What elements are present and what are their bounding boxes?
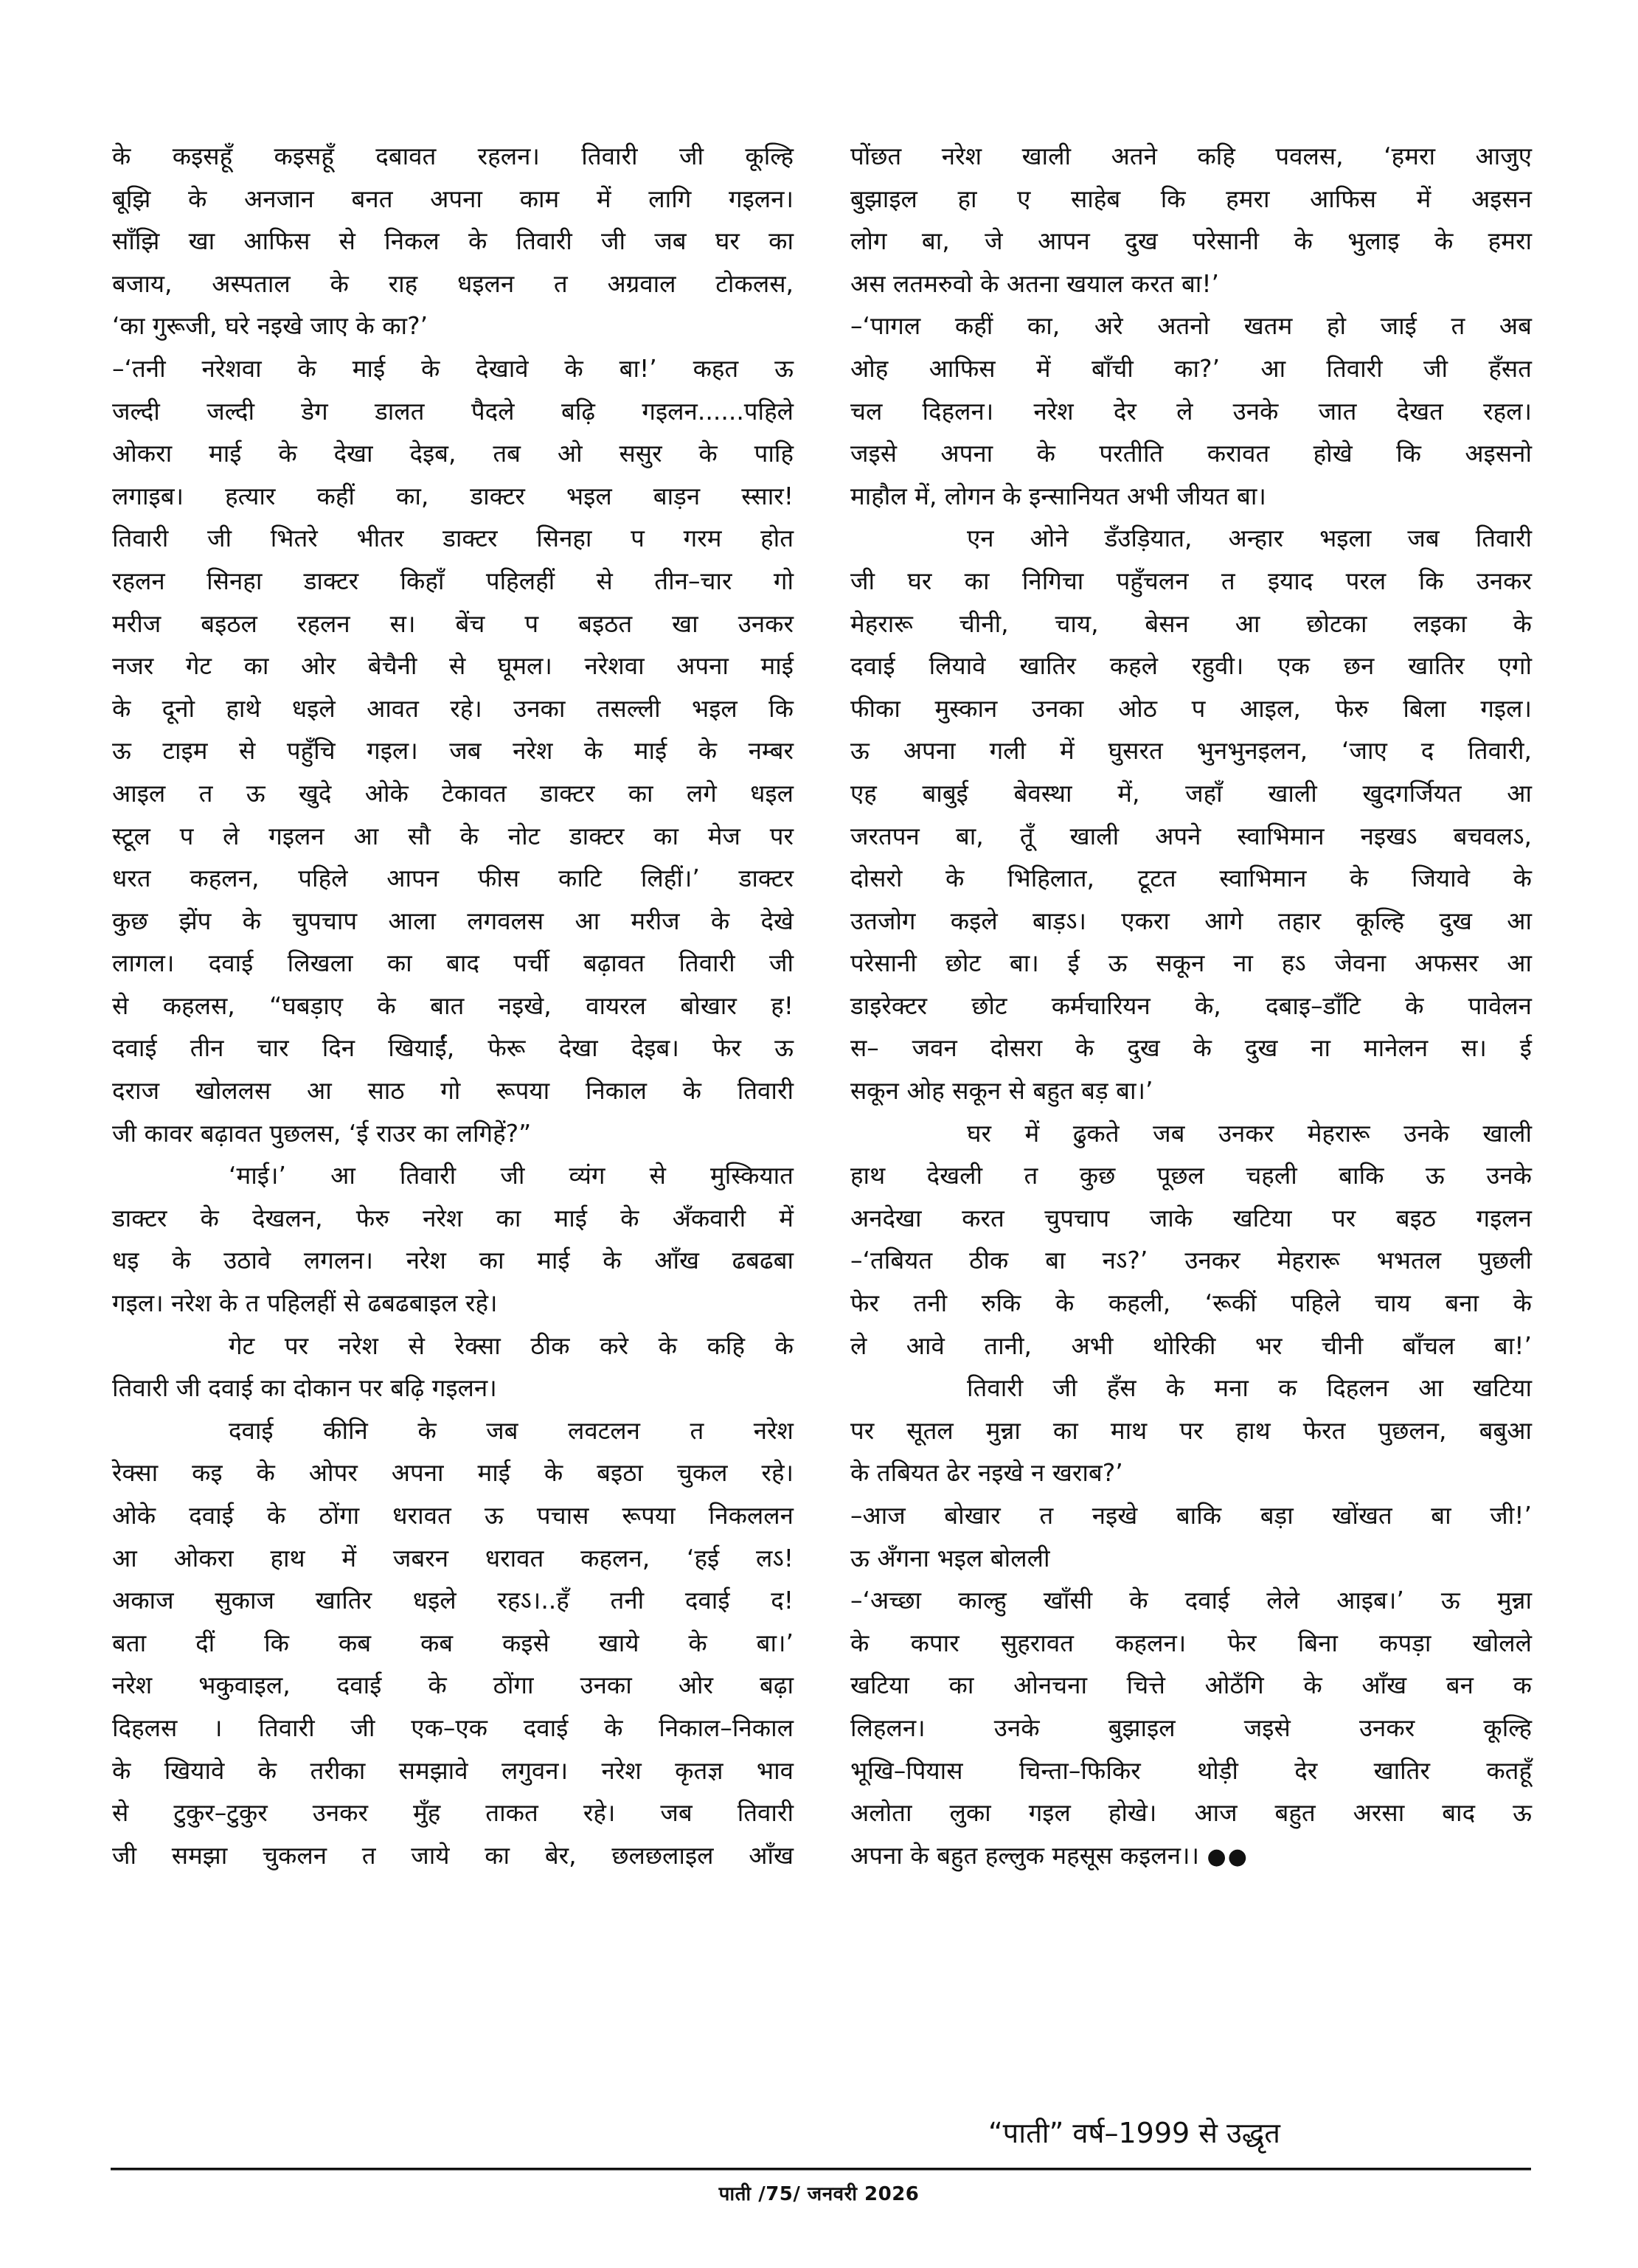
text-line	[850, 1537, 1532, 1580]
text-line	[850, 560, 1532, 603]
text-line-content: चल दिहलन। नरेश देर ले उनके जात देखत रहल।	[850, 396, 1532, 426]
text-line	[850, 942, 1532, 985]
text-line-content: हाथ देखली त कुछ पूछल चहली बाकि ऊ उनके	[850, 1161, 1532, 1190]
text-line-content: सकून ओह सकून से बहुत बड़ बा।’	[850, 1076, 1153, 1106]
text-line-content: दोसरो के भिहिलात, टूटत स्वाभिमान के जियावे के	[850, 864, 1532, 893]
text-line-content: अलोता लुका गइल होखे। आज बहुत अरसा बाद ऊ	[850, 1798, 1532, 1828]
text-line-content: नरेश भकुवाइल, दवाई के ठोंगा उनका ओर बढ़ा	[112, 1671, 794, 1700]
text-line-content: डाक्टर के देखलन, फेरु नरेश का माई के अँकवारी में	[112, 1203, 794, 1232]
text-line-content: दवाई तीन चार दिन खियाईं, फेरू देखा देइब। फेर ऊ	[112, 1033, 794, 1063]
text-line-content: –आज बोखार त नइखे बाकि बड़ा खोंखत बा जी!’	[850, 1501, 1532, 1530]
text-line-content: जल्दी जल्दी डेग डालत पैदले बढ़ि गइलन......पहिले	[112, 396, 794, 426]
text-line	[850, 347, 1532, 390]
text-line	[112, 1282, 794, 1325]
text-line-content: अकाज सुकाज खातिर धइले रहऽ।..हँ तनी दवाई द!	[112, 1586, 794, 1615]
text-line	[112, 475, 794, 518]
text-line	[112, 390, 794, 433]
text-line	[850, 1154, 1532, 1197]
text-line-content: ‘का गुरूजी, घरे नइखे जाए के का?’	[112, 311, 428, 341]
text-line-content: के दूनो हाथे धइले आवत रहे। उनका तसल्ली भइल कि	[112, 693, 794, 723]
text-line-content: जी कावर बढ़ावत पुछलस, ‘ई राउर का लगिहें?”	[112, 1118, 532, 1148]
text-line-content: पर सूतल मुन्ना का माथ पर हाथ फेरत पुछलन, बबुआ	[850, 1415, 1532, 1445]
text-line-content: से टुकुर–टुकुर उनकर मुँह ताकत रहे। जब तिवारी	[112, 1798, 794, 1828]
text-line	[850, 687, 1532, 730]
text-line-content: स्टूल प ले गइलन आ सौ के नोट डाक्टर का मेज पर	[112, 821, 794, 850]
text-line-content: लागल। दवाई लिखला का बाद पर्ची बढ़ावत तिवारी जी	[112, 949, 794, 978]
text-line	[850, 1367, 1532, 1409]
right-text-column	[850, 135, 1532, 1876]
text-line-content: भूखि–पियास चिन्ता–फिकिर थोड़ी देर खातिर कतहूँ	[850, 1755, 1532, 1785]
text-line	[850, 1197, 1532, 1240]
text-line-content: लोग बा, जे आपन दुख परेसानी के भुलाइ के हमरा	[850, 226, 1532, 256]
text-line-content: अपना के बहुत हल्लुक महसूस कइलन।।	[850, 1840, 1200, 1870]
text-line	[112, 432, 794, 475]
text-line	[112, 900, 794, 943]
text-line-content: धइ के उठावे लगलन। नरेश का माई के आँख ढबढबा	[112, 1246, 794, 1275]
text-line	[112, 1409, 794, 1452]
text-line-content: आ ओकरा हाथ में जबरन धरावत कहलन, ‘हई लऽ!	[112, 1543, 794, 1572]
text-line-content: आइल त ऊ खुदे ओके टेकावत डाक्टर का लगे धइल	[112, 778, 794, 808]
text-line	[112, 1579, 794, 1622]
text-line	[112, 687, 794, 730]
text-line	[850, 1282, 1532, 1325]
text-line	[850, 135, 1532, 178]
text-line-content: गेट पर नरेश से रेक्सा ठीक करे के कहि के	[229, 1331, 794, 1360]
text-line-content: नजर गेट का ओर बेचैनी से घूमल। नरेशवा अपना माई	[112, 651, 794, 681]
text-line	[850, 1452, 1532, 1494]
text-line-content: धरत कहलन, पहिले आपन फीस काटि लिहीं।’ डाक्टर	[112, 864, 794, 893]
text-line	[112, 857, 794, 900]
text-line-content: तिवारी जी हँस के मना क दिहलन आ खटिया	[967, 1373, 1532, 1403]
text-line	[112, 1707, 794, 1749]
text-line	[850, 263, 1532, 305]
text-line-content: ओह आफिस में बाँची का?’ आ तिवारी जी हँसत	[850, 353, 1532, 383]
text-line-content: ओके दवाई के ठोंगा धरावत ऊ पचास रूपया निकललन	[112, 1501, 794, 1530]
text-line	[850, 815, 1532, 858]
text-line-content: के खियावे के तरीका समझावे लगुवन। नरेश कृतज्ञ भाव	[112, 1755, 794, 1785]
text-line	[112, 985, 794, 1027]
text-line-content: –‘तबियत ठीक बा नऽ?’ उनकर मेहरारू भभतल पुछली	[850, 1246, 1532, 1275]
text-line	[850, 220, 1532, 263]
text-line	[112, 1325, 794, 1367]
source-credit: “पाती” वर्ष–1999 से उद्धृत	[988, 2117, 1280, 2149]
text-line	[112, 1452, 794, 1494]
text-line	[112, 1749, 794, 1792]
text-line-content: माहौल में, लोगन के इन्सानियत अभी जीयत बा।	[850, 481, 1266, 510]
text-line-content: फीका मुस्कान उनका ओठ प आइल, फेरु बिला गइल।	[850, 693, 1532, 723]
text-line-content: मरीज बइठल रहलन स। बेंच प बइठत खा उनकर	[112, 608, 794, 638]
text-line	[850, 1749, 1532, 1792]
text-line-content: ‘माई।’ आ तिवारी जी व्यंग से मुस्कियात	[229, 1161, 794, 1190]
text-line-content: तिवारी जी दवाई का दोकान पर बढ़ि गइलन।	[112, 1373, 497, 1403]
text-line-content: कुछ झेंप के चुपचाप आला लगवलस आ मरीज के देखे	[112, 906, 794, 935]
text-line	[850, 178, 1532, 221]
text-line	[850, 390, 1532, 433]
text-line	[112, 645, 794, 687]
page-footer: पाती /75/ जनवरी 2026	[718, 2183, 920, 2205]
text-line	[850, 1622, 1532, 1665]
text-line	[112, 305, 794, 347]
text-line-content: –‘अच्छा काल्हु खाँसी के दवाई लेले आइब।’ ऊ मुन्ना	[850, 1586, 1532, 1615]
text-line	[850, 1664, 1532, 1707]
text-line-content: के कइसहूँ कइसहूँ दबावत रहलन। तिवारी जी कूल्हि	[112, 142, 794, 170]
text-line	[112, 560, 794, 603]
text-line	[112, 517, 794, 560]
text-line	[112, 1239, 794, 1282]
text-line-content: एह बाबुई बेवस्था में, जहाँ खाली खुदगर्जियत आ	[850, 778, 1532, 808]
text-line	[850, 305, 1532, 347]
text-line	[850, 432, 1532, 475]
text-line-content: उतजोग कइले बाड़ऽ। एकरा आगे तहार कूल्हि दुख आ	[850, 906, 1532, 935]
text-line	[112, 1154, 794, 1197]
text-line-content: घर में ढुकते जब उनकर मेहरारू उनके खाली	[967, 1118, 1532, 1148]
text-line-content: रेक्सा कइ के ओपर अपना माई के बइठा चुकल रहे।	[112, 1458, 794, 1488]
text-line-content: ऊ अपना गली में घुसरत भुनभुनइलन, ‘जाए द तिवारी,	[850, 736, 1532, 766]
text-line	[112, 1027, 794, 1069]
text-line-content: खटिया का ओनचना चित्ते ओठँगि के आँख बन क	[850, 1671, 1532, 1700]
text-line	[112, 603, 794, 645]
text-line	[850, 1027, 1532, 1069]
text-line-content: ऊ अँगना भइल बोलली	[850, 1543, 1050, 1572]
text-line	[112, 1112, 794, 1155]
text-line-content: मेहरारू चीनी, चाय, बेसन आ छोटका लइका के	[850, 608, 1532, 638]
text-line	[112, 1834, 794, 1877]
text-line	[850, 1112, 1532, 1155]
text-line	[112, 1537, 794, 1580]
text-line-content: एन ओने डँउड़ियात, अन्हार भइला जब तिवारी	[967, 524, 1532, 553]
left-text-column	[112, 135, 794, 1876]
text-line-content: –‘पागल कहीं का, अरे अतनो खतम हो जाई त अब	[850, 311, 1532, 341]
text-line-content: के कपार सुहरावत कहलन। फेर बिना कपड़ा खोलले	[850, 1628, 1532, 1657]
text-line-content: फेर तनी रुकि के कहली, ‘रूकीं पहिले चाय बना के	[850, 1289, 1532, 1318]
text-line-content: जरतपन बा, तूँ खाली अपने स्वाभिमान नइखऽ बचवलऽ,	[850, 821, 1532, 850]
text-line	[850, 517, 1532, 560]
text-line-content: साँझि खा आफिस से निकल के तिवारी जी जब घर का	[112, 226, 794, 256]
text-line-content: ओकरा माई के देखा देइब, तब ओ ससुर के पाहि	[112, 439, 794, 468]
text-line-content: जइसे अपना के परतीति करावत होखे कि अइसनो	[850, 439, 1532, 468]
text-line-content: बता दीं कि कब कब कइसे खाये के बा।’	[112, 1628, 794, 1657]
text-line	[112, 942, 794, 985]
text-line	[850, 729, 1532, 772]
text-line-content: अनदेखा करत चुपचाप जाके खटिया पर बइठ गइलन	[850, 1203, 1532, 1232]
text-line-content: पोंछत नरेश खाली अतने कहि पवलस, ‘हमरा आजुए	[850, 142, 1532, 170]
text-line	[112, 1069, 794, 1112]
text-line	[112, 1367, 794, 1409]
text-line	[112, 1792, 794, 1834]
text-line-content: दिहलस । तिवारी जी एक–एक दवाई के निकाल–निकाल	[112, 1713, 794, 1742]
text-line-content: स– जवन दोसरा के दुख के दुख ना मानेलन स। ई	[850, 1033, 1532, 1063]
text-line	[112, 815, 794, 858]
text-line-content: ऊ टाइम से पहुँचि गइल। जब नरेश के माई के नम्बर	[112, 736, 794, 766]
end-of-story-mark: ●●	[1207, 1843, 1249, 1870]
text-line	[112, 1664, 794, 1707]
text-line	[850, 475, 1532, 518]
text-line	[112, 347, 794, 390]
text-line	[112, 772, 794, 815]
text-line	[112, 1622, 794, 1665]
text-line	[850, 1579, 1532, 1622]
text-line	[850, 1834, 1532, 1877]
text-line	[850, 772, 1532, 815]
text-line	[850, 1325, 1532, 1367]
text-line-content: दवाई कीनि के जब लवटलन त नरेश	[229, 1415, 794, 1445]
text-line	[112, 178, 794, 221]
text-line	[112, 1494, 794, 1537]
text-line	[850, 985, 1532, 1027]
text-line-content: परेसानी छोट बा। ई ऊ सकून ना हऽ जेवना अफसर आ	[850, 949, 1532, 978]
text-line	[850, 645, 1532, 687]
text-line-content: गइल। नरेश के त पहिलहीं से ढबढबाइल रहे।	[112, 1289, 498, 1318]
text-line	[112, 1197, 794, 1240]
text-line	[850, 1409, 1532, 1452]
text-line-content: के तबियत ढेर नइखे न खराब?’	[850, 1458, 1123, 1488]
text-line	[850, 857, 1532, 900]
text-line	[850, 1707, 1532, 1749]
text-line	[112, 135, 794, 178]
text-line	[850, 603, 1532, 645]
footer-divider	[111, 2168, 1531, 2171]
text-line	[112, 729, 794, 772]
text-line-content: डाइरेक्टर छोट कर्मचारियन के, दबाइ–डाँटि के पावेलन	[850, 991, 1532, 1020]
text-line	[112, 263, 794, 305]
text-line-content: दवाई लियावे खातिर कहले रहुवी। एक छन खातिर एगो	[850, 651, 1532, 681]
text-line-content: दराज खोललस आ साठ गो रूपया निकाल के तिवारी	[112, 1076, 794, 1106]
text-line-content: बुझाइल हा ए साहेब कि हमरा आफिस में अइसन	[850, 184, 1532, 213]
text-line-content: जी समझा चुकलन त जाये का बेर, छलछलाइल आँख	[112, 1840, 794, 1870]
text-line-content: रहलन सिनहा डाक्टर किहाँ पहिलहीं से तीन–चार गो	[112, 566, 794, 595]
text-line	[850, 1792, 1532, 1834]
text-line-content: जी घर का निगिचा पहुँचलन त इयाद परल कि उनकर	[850, 566, 1532, 595]
text-line	[850, 1494, 1532, 1537]
text-line-content: बजाय, अस्पताल के राह धइलन त अग्रवाल टोकलस,	[112, 268, 794, 298]
text-line-content: लगाइब। हत्यार कहीं का, डाक्टर भइल बाड़न स्सार!	[112, 481, 794, 510]
text-line	[850, 900, 1532, 943]
text-line-content: लिहलन। उनके बुझाइल जइसे उनकर कूल्हि	[850, 1713, 1532, 1742]
text-line-content: –‘तनी नरेशवा के माई के देखावे के बा!’ कहत ऊ	[112, 353, 794, 383]
text-line	[850, 1069, 1532, 1112]
text-line	[850, 1239, 1532, 1282]
text-line	[112, 220, 794, 263]
text-line-content: अस लतमरुवो के अतना खयाल करत बा!’	[850, 268, 1220, 298]
text-line-content: तिवारी जी भितरे भीतर डाक्टर सिनहा प गरम होत	[112, 524, 794, 553]
text-line-content: ले आवे तानी, अभी थोरिकी भर चीनी बाँचल बा!’	[850, 1331, 1532, 1360]
text-line-content: से कहलस, “घबड़ाए के बात नइखे, वायरल बोखार ह!	[112, 991, 794, 1020]
text-line-content: बूझि के अनजान बनत अपना काम में लागि गइलन।	[112, 184, 794, 213]
